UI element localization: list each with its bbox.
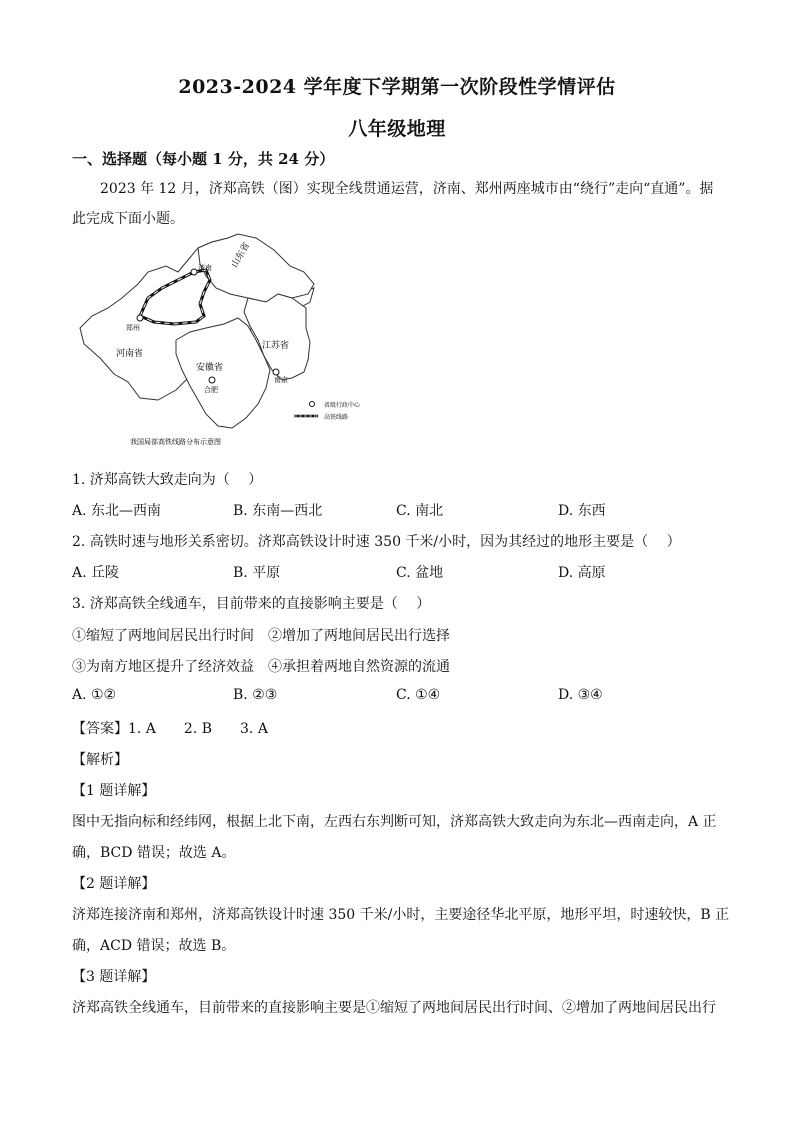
legend-capital-icon [310, 402, 315, 407]
section-heading: 一、选择题（每小题 1 分，共 24 分） [72, 150, 335, 168]
city-label-hefei: 合肥 [204, 386, 218, 394]
analysis-3-heading: 【3 题详解】 [72, 969, 156, 985]
analysis-1-line-2: 确，BCD 错误；故选 A。 [72, 845, 236, 861]
question-1-stem: 1. 济郑高铁大致走向为（ ） [72, 472, 263, 488]
q2-option-d: D. 高原 [558, 565, 606, 581]
province-label-anhui: 安徽省 [196, 363, 224, 373]
q1-option-a: A. 东北—西南 [72, 503, 162, 519]
analysis-2-line-2: 确，ACD 错误；故选 B。 [72, 938, 236, 954]
q2-option-c: C. 盆地 [396, 565, 444, 581]
q2-option-a: A. 丘陵 [72, 565, 120, 581]
province-label-henan: 河南省 [116, 349, 144, 359]
q2-option-b: B. 平原 [233, 565, 281, 581]
jinan-marker [191, 269, 197, 275]
question-2-stem: 2. 高铁时速与地形关系密切。济郑高铁设计时速 350 千米/小时，因为其经过的地形主要是（ ） [72, 534, 681, 550]
intro-line-2: 此完成下面小题。 [72, 211, 184, 227]
city-label-jinan: 济南 [198, 264, 212, 272]
question-3-stem: 3. 济郑高铁全线通车，目前带来的直接影响主要是（ ） [72, 596, 431, 612]
railway-map [78, 232, 378, 447]
city-label-nanjing: 南京 [274, 376, 288, 384]
zhengzhou-marker [137, 315, 143, 321]
q3-option-c: C. ①④ [396, 687, 441, 703]
answer-row [72, 718, 268, 738]
analysis-1-line-1: 图中无指向标和经纬网，根据上北下南，左西右东判断可知，济郑高铁大致走向为东北—西南走向，A 正 [72, 814, 717, 830]
answer-label: 【答案】 [72, 721, 128, 737]
analysis-label: 【解析】 [72, 752, 128, 768]
analysis-3-line-1: 济郑高铁全线通车，目前带来的直接影响主要是①缩短了两地间居民出行时间、②增加了两地间居民出行 [72, 1000, 716, 1016]
nanjing-marker [273, 369, 279, 375]
q3-statement-1: ①缩短了两地间居民出行时间 ②增加了两地间居民出行选择 [72, 628, 450, 644]
hefei-marker [209, 377, 215, 383]
map-caption: 我国局部高铁线路分布示意图 [130, 438, 221, 446]
province-label-jiangsu: 江苏省 [262, 341, 290, 351]
analysis-1-heading: 【1 题详解】 [72, 783, 156, 799]
q1-option-b: B. 东南—西北 [233, 503, 323, 519]
province-label-shandong: 山东省 [229, 241, 253, 270]
intro-line-1: 2023 年 12 月，济郑高铁（图）实现全线贯通运营，济南、郑州两座城市由“绕行”走向“直通”。据 [100, 181, 714, 197]
analysis-2-line-1: 济郑连接济南和郑州，济郑高铁设计时速 350 千米/小时，主要途径华北平原，地形平坦，时速较快，B 正 [72, 907, 730, 923]
page-subtitle: 八年级地理 [348, 118, 446, 140]
q1-option-d: D. 东西 [558, 503, 606, 519]
q3-option-b: B. ②③ [233, 687, 278, 703]
page-title: 2023-2024 学年度下学期第一次阶段性学情评估 [178, 76, 616, 98]
q3-statement-2: ③为南方地区提升了经济效益 ④承担着两地自然资源的流通 [72, 659, 450, 675]
city-label-zhengzhou: 郑州 [126, 324, 140, 332]
answer-text: 1. A 2. B 3. A [128, 721, 268, 737]
q3-option-a: A. ①② [72, 687, 117, 703]
railway-map-figure [78, 232, 378, 447]
q1-option-c: C. 南北 [396, 503, 444, 519]
legend-capital-label: 省级行政中心 [324, 402, 361, 409]
analysis-2-heading: 【2 题详解】 [72, 876, 156, 892]
q3-option-d: D. ③④ [558, 687, 603, 703]
legend-rail-label: 高铁线路 [324, 414, 349, 421]
